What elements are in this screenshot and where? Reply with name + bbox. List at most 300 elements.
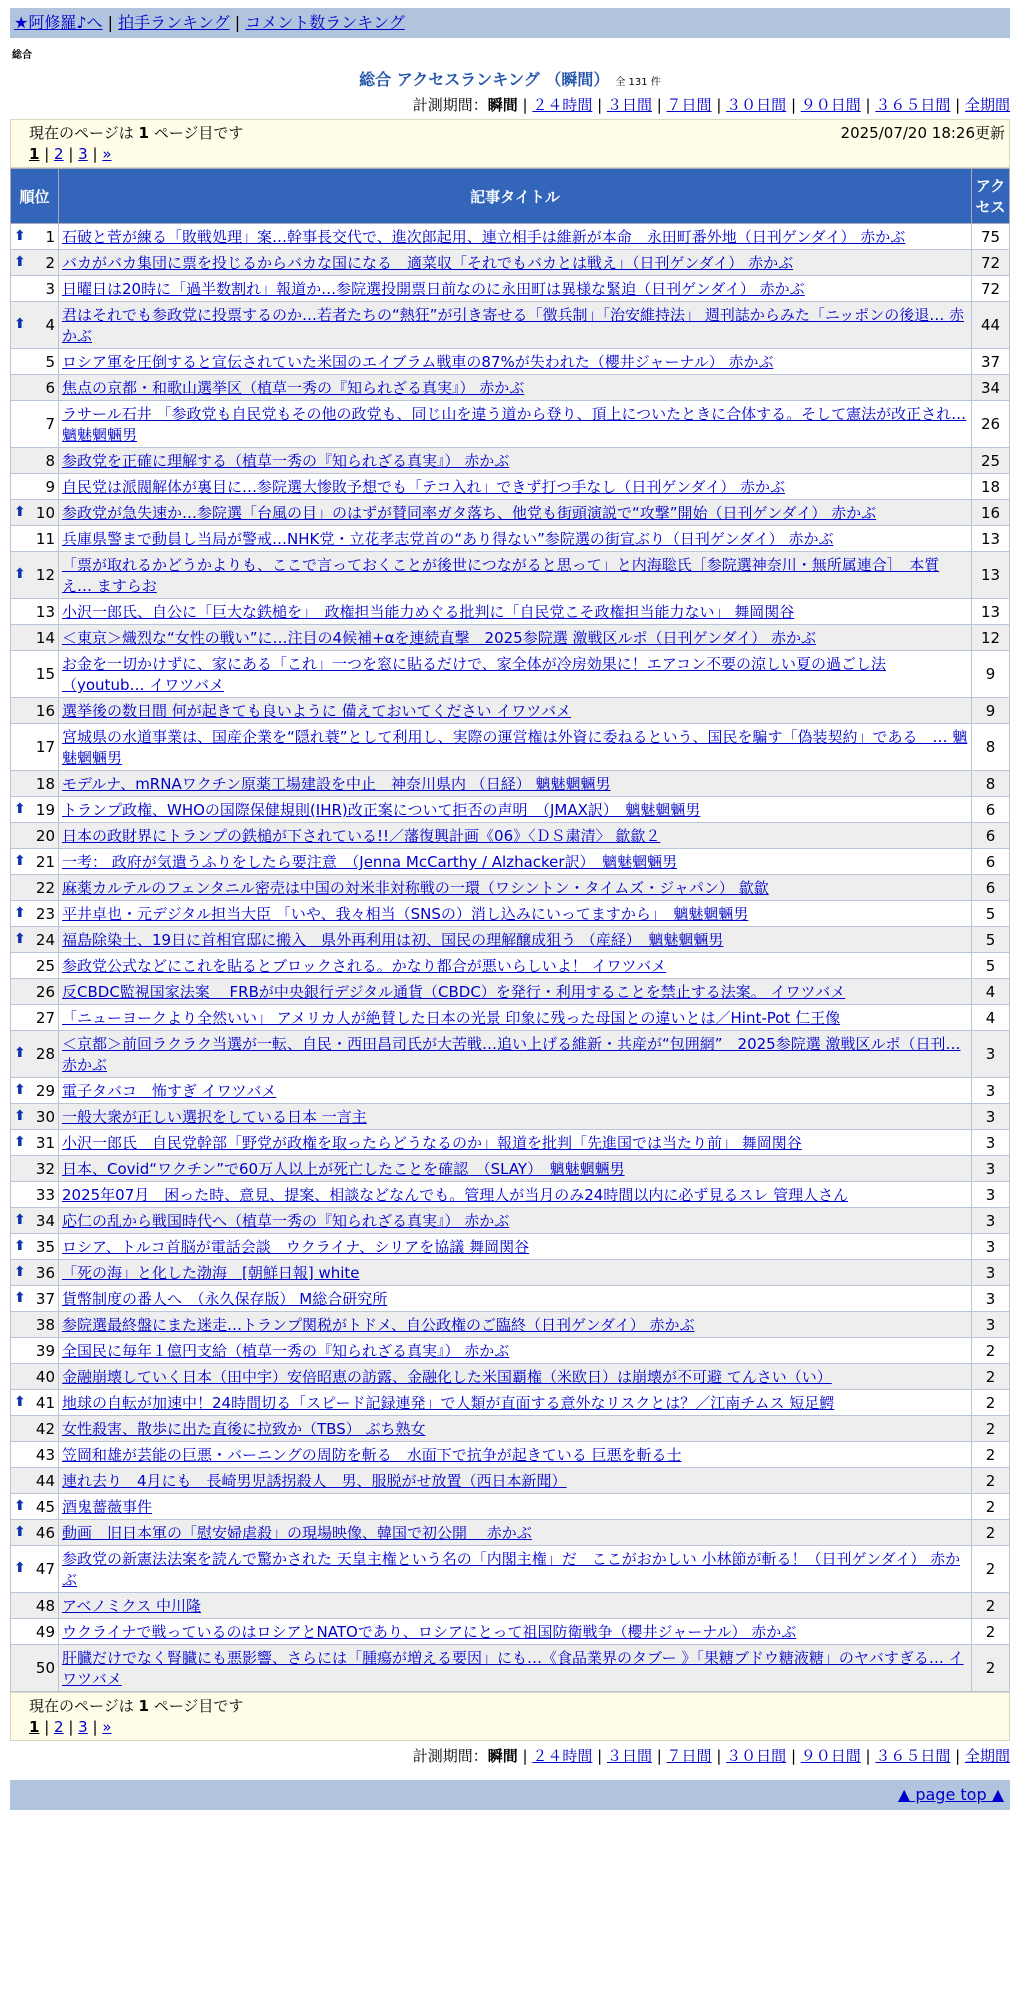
table-row — [11, 1520, 1010, 1546]
access-count: 13 — [972, 552, 1010, 599]
period-link[interactable]: ３６５日間 — [875, 1747, 951, 1765]
table-row — [11, 1286, 1010, 1312]
article-title-link[interactable]: 酒鬼薔薇事件 — [62, 1498, 153, 1516]
title-cell — [59, 1234, 972, 1260]
comment-ranking-link[interactable]: コメント数ランキング — [245, 13, 405, 32]
updated-timestamp: 2025/07/20 18:26更新 — [840, 124, 1005, 142]
title-cell — [59, 474, 972, 500]
period-link[interactable]: ３０日間 — [726, 96, 787, 114]
article-title-link[interactable]: 平井卓也・元デジタル担当大臣 「いや、我々相当（SNSの）消し込みにいってますから」 魑魅魍魎男 — [62, 905, 749, 923]
rank-cell — [11, 349, 59, 375]
article-title-link[interactable]: 電子タバコ 怖すぎ イワツバメ — [62, 1082, 277, 1100]
access-count: 3 — [972, 1156, 1010, 1182]
rank-cell — [11, 771, 59, 797]
table-row — [11, 1416, 1010, 1442]
table-row — [11, 302, 1010, 349]
article-title-link[interactable]: お金を一切かけずに、家にある「これ」一つを窓に貼るだけで、家全体が冷房効果に！エアコン不要の涼しい夏の過ごし法（youtub… イワツバメ — [62, 655, 886, 694]
title-cell — [59, 927, 972, 953]
access-count: 5 — [972, 953, 1010, 979]
title-cell — [59, 1442, 972, 1468]
rank-up-arrow-icon: ⬆ — [14, 930, 26, 947]
article-title-link[interactable]: 一考： 政府が気遣うふりをしたら要注意 （Jenna McCarthy / Alzhacker訳） 魑魅魍魎男 — [62, 853, 678, 871]
title-cell — [59, 1520, 972, 1546]
article-title-link[interactable]: 全国民に毎年１億円支給（植草一秀の『知られざる真実』） 赤かぶ — [62, 1342, 510, 1360]
article-title-link[interactable]: ウクライナで戦っているのはロシアとNATOであり、ロシアにとって祖国防衛戦争（櫻井ジャーナル） 赤かぶ — [62, 1623, 797, 1641]
period-selector-bottom: 計測期間：瞬間 | ２４時間 | ３日間 | ７日間 | ３０日間 | ９０日間 | ３６５日間 | 全期間 — [412, 1747, 1010, 1765]
page-indicator: 現在のページは 1 ページ目です — [29, 1697, 244, 1715]
access-count: 2 — [972, 1468, 1010, 1494]
article-title-link[interactable]: 応仁の乱から戦国時代へ（植草一秀の『知られざる真実』） 赤かぶ — [62, 1212, 510, 1230]
access-count: 2 — [972, 1645, 1010, 1692]
rank-number: 1 — [45, 227, 55, 246]
rank-up-arrow-icon: ⬆ — [14, 1263, 26, 1280]
access-count: 34 — [972, 375, 1010, 401]
access-count: 8 — [972, 771, 1010, 797]
rank-up-arrow-icon: ⬆ — [14, 1393, 26, 1410]
article-title-link[interactable]: バカがバカ集団に票を投じるからバカな国になる 適菜収「それでもバカとは戦え」（日刊ゲンダイ） 赤かぶ — [62, 254, 794, 272]
rank-up-arrow-icon: ⬆ — [14, 503, 26, 520]
table-row — [11, 1546, 1010, 1593]
pager-link[interactable]: 3 — [78, 1718, 88, 1736]
period-link[interactable]: ９０日間 — [800, 96, 861, 114]
table-row — [11, 1130, 1010, 1156]
table-row — [11, 625, 1010, 651]
table-row — [11, 401, 1010, 448]
rank-cell — [11, 1104, 59, 1130]
table-row — [11, 1312, 1010, 1338]
page-top-link[interactable]: ▲ page top ▲ — [897, 1785, 1004, 1804]
rank-number: 10 — [35, 503, 55, 522]
title-cell — [59, 1364, 972, 1390]
page-info-bottom — [10, 1692, 1010, 1741]
table-row — [11, 927, 1010, 953]
access-count: 9 — [972, 651, 1010, 698]
article-title-link[interactable]: 笠岡和雄が芸能の巨悪・バーニングの周防を斬る 水面下で抗争が起きている 巨悪を斬る士 — [62, 1446, 682, 1464]
title-cell — [59, 953, 972, 979]
article-title-link[interactable]: 焦点の京都・和歌山選挙区（植草一秀の『知られざる真実』） 赤かぶ — [62, 379, 525, 397]
title-cell — [59, 823, 972, 849]
rank-number: 3 — [45, 279, 55, 298]
article-title-link[interactable]: 参政党を正確に理解する（植草一秀の『知られざる真実』） 赤かぶ — [62, 452, 510, 470]
article-title-link[interactable]: ロシア軍を圧倒すると宣伝されていた米国のエイブラム戦車の87%が失われた（櫻井ジャーナル） 赤かぶ — [62, 353, 774, 371]
rank-number: 39 — [35, 1341, 55, 1360]
rank-cell — [11, 1130, 59, 1156]
rank-number: 37 — [35, 1289, 55, 1308]
rank-number: 5 — [45, 352, 55, 371]
article-title-link[interactable]: 日曜日は20時に「過半数割れ」報道か…参院選投開票日前なのに永田町は異様な緊迫（日刊ゲンダイ） 赤かぶ — [62, 280, 805, 298]
article-title-link[interactable]: 地球の自転が加速中！24時間切る「スピード記録連発」で人類が直面する意外なリスクとは？／江南チムス 短足鰐 — [62, 1394, 835, 1412]
title-cell — [59, 1593, 972, 1619]
pager-bottom: 1 | 2 | 3 | » — [29, 1718, 112, 1736]
title-cell — [59, 1312, 972, 1338]
article-title-link[interactable]: 君はそれでも参政党に投票するのか…若者たちの“熱狂”が引き寄せる「徴兵制」「治安維持法」 週刊誌からみた「ニッポンの後退… 赤かぶ — [62, 306, 964, 345]
table-row — [11, 797, 1010, 823]
article-title-link[interactable]: 「票が取れるかどうかよりも、ここで言っておくことが後世につながると思って」と内海聡氏［参院選神奈川・無所属連合］ 本質え… ますらお — [62, 556, 940, 595]
rank-number: 20 — [35, 826, 55, 845]
article-title-link[interactable]: 「ニューヨークより全然いい」 アメリカ人が絶賛した日本の光景 印象に残った母国との違いとは／Hint-Pot 仁王像 — [62, 1009, 841, 1027]
access-count: 75 — [972, 224, 1010, 250]
article-title-link[interactable]: 参政党の新憲法法案を読んで驚かされた 天皇主権という名の「内閣主権」だ ここがおかしい 小林節が斬る！（日刊ゲンダイ） 赤かぶ — [62, 1550, 961, 1589]
access-count: 2 — [972, 1416, 1010, 1442]
table-row — [11, 1390, 1010, 1416]
title-cell — [59, 849, 972, 875]
pager-next[interactable]: » — [102, 145, 112, 163]
rank-cell — [11, 500, 59, 526]
table-row — [11, 500, 1010, 526]
table-row — [11, 849, 1010, 875]
rank-cell — [11, 276, 59, 302]
rank-number: 2 — [45, 253, 55, 272]
access-count: 2 — [972, 1442, 1010, 1468]
access-count: 25 — [972, 448, 1010, 474]
access-count: 3 — [972, 1260, 1010, 1286]
table-row — [11, 1338, 1010, 1364]
access-count: 37 — [972, 349, 1010, 375]
page-info-top — [10, 119, 1010, 168]
article-title-link[interactable]: 2025年07月 困った時、意見、提案、相談などなんでも。管理人が当月のみ24時間以内に必ず見るスレ 管理人さん — [62, 1186, 849, 1204]
rank-number: 22 — [35, 878, 55, 897]
col-rank: 順位 — [11, 169, 59, 224]
table-row — [11, 698, 1010, 724]
table-row — [11, 1156, 1010, 1182]
rank-cell — [11, 979, 59, 1005]
article-title-link[interactable]: ＜京都＞前回ラクラク当選が一転、自民・西田昌司氏が大苦戦…追い上げる維新・共産が“包囲網” 2025参院選 激戦区ルポ（日刊… 赤かぶ — [62, 1035, 961, 1074]
rank-number: 15 — [35, 665, 55, 683]
col-access: アクセス — [972, 169, 1010, 224]
rank-cell — [11, 1031, 59, 1078]
rank-cell — [11, 1593, 59, 1619]
access-count: 3 — [972, 1104, 1010, 1130]
rank-up-arrow-icon: ⬆ — [14, 1523, 26, 1540]
rank-up-arrow-icon: ⬆ — [14, 800, 26, 817]
period-link[interactable]: ７日間 — [666, 96, 712, 114]
title-cell — [59, 625, 972, 651]
rank-cell — [11, 1390, 59, 1416]
period-link[interactable]: 全期間 — [964, 1747, 1010, 1765]
article-title-link[interactable]: 自民党は派閥解体が裏目に…参院選大惨敗予想でも「テコ入れ」できず打つ手なし（日刊ゲンダイ） 赤かぶ — [62, 478, 785, 496]
rank-number: 49 — [35, 1622, 55, 1641]
access-count: 2 — [972, 1338, 1010, 1364]
rank-up-arrow-icon: ⬆ — [14, 316, 26, 332]
rank-up-arrow-icon: ⬆ — [14, 227, 26, 244]
article-title-link[interactable]: 動画 旧日本軍の「慰安婦虐殺」の現場映像、韓国で初公開 赤かぶ — [62, 1524, 532, 1542]
page-title — [10, 67, 1010, 90]
ranking-rows — [11, 224, 1010, 1692]
rank-number: 6 — [45, 378, 55, 397]
rank-number: 11 — [35, 529, 55, 548]
title-cell — [59, 599, 972, 625]
article-title-link[interactable]: 「死の海」と化した渤海 [朝鮮日報] white — [62, 1264, 360, 1282]
title-cell — [59, 1208, 972, 1234]
rank-up-arrow-icon: ⬆ — [14, 1560, 26, 1576]
rank-number: 28 — [35, 1045, 55, 1063]
article-title-link[interactable]: 小沢一郎氏、自公に「巨大な鉄槌を」 政権担当能力めぐる批判に「自民党こそ政権担当能力ない」 舞岡関谷 — [62, 603, 795, 621]
rank-number: 17 — [35, 738, 55, 756]
rank-cell — [11, 224, 59, 250]
article-title-link[interactable]: 選挙後の数日間 何が起きても良いように 備えておいてください イワツバメ — [62, 702, 572, 720]
rank-cell — [11, 474, 59, 500]
rank-up-arrow-icon: ⬆ — [14, 566, 26, 582]
table-row — [11, 599, 1010, 625]
rank-number: 30 — [35, 1107, 55, 1126]
rank-up-arrow-icon: ⬆ — [14, 1133, 26, 1150]
rank-cell — [11, 552, 59, 599]
rank-number: 40 — [35, 1367, 55, 1386]
period-link[interactable]: ２４時間 — [532, 1747, 593, 1765]
article-title-link[interactable]: 一般大衆が正しい選択をしている日本 一言主 — [62, 1108, 367, 1126]
title-cell — [59, 797, 972, 823]
title-cell — [59, 302, 972, 349]
pager-top: 1 | 2 | 3 | » — [29, 145, 112, 163]
title-cell — [59, 1156, 972, 1182]
table-row — [11, 823, 1010, 849]
article-title-link[interactable]: 女性殺害、散歩に出た直後に拉致か（TBS） ぶち熟女 — [62, 1420, 426, 1438]
access-count: 2 — [972, 1390, 1010, 1416]
rank-number: 23 — [35, 904, 55, 923]
pager-next[interactable]: » — [102, 1718, 112, 1736]
rank-number: 12 — [35, 566, 55, 584]
title-cell — [59, 224, 972, 250]
table-header — [11, 169, 1010, 224]
title-cell — [59, 1182, 972, 1208]
access-count: 13 — [972, 526, 1010, 552]
rank-number: 45 — [35, 1497, 55, 1516]
period-link[interactable]: ３０日間 — [726, 1747, 787, 1765]
rank-cell — [11, 1468, 59, 1494]
page-indicator: 現在のページは 1 ページ目です — [29, 124, 244, 142]
rank-number: 46 — [35, 1523, 55, 1542]
article-title-link[interactable]: 麻薬カルテルのフェンタニル密売は中国の対米非対称戦の一環（ワシントン・タイムズ・ジャパン） 歙歙 — [62, 879, 769, 897]
article-title-link[interactable]: 連れ去り 4月にも 長崎男児誘拐殺人 男、服脱がせ放置（西日本新聞） — [62, 1472, 567, 1490]
table-row — [11, 875, 1010, 901]
period-link[interactable]: ２４時間 — [532, 96, 593, 114]
title-cell — [59, 1260, 972, 1286]
access-count: 6 — [972, 823, 1010, 849]
rank-cell — [11, 448, 59, 474]
table-row — [11, 1260, 1010, 1286]
rank-cell — [11, 1364, 59, 1390]
table-row — [11, 953, 1010, 979]
table-row — [11, 552, 1010, 599]
rank-up-arrow-icon: ⬆ — [14, 1497, 26, 1514]
rank-cell — [11, 1005, 59, 1031]
rank-number: 50 — [35, 1659, 55, 1677]
article-title-link[interactable]: 肝臓だけでなく腎臓にも悪影響、さらには「腫瘍が増える要因」にも…《食品業界のタブー 》「果糖ブドウ糖液糖」のヤバすぎる… イワツバメ — [62, 1649, 964, 1688]
title-cell — [59, 500, 972, 526]
nav-separator: | — [234, 13, 241, 32]
rank-number: 25 — [35, 956, 55, 975]
rank-cell — [11, 651, 59, 698]
table-row — [11, 1593, 1010, 1619]
table-row — [11, 526, 1010, 552]
rank-cell — [11, 927, 59, 953]
access-count: 12 — [972, 625, 1010, 651]
rank-cell — [11, 250, 59, 276]
rank-cell — [11, 375, 59, 401]
access-count: 44 — [972, 302, 1010, 349]
title-cell — [59, 724, 972, 771]
rank-cell — [11, 901, 59, 927]
period-link[interactable]: ３日間 — [606, 1747, 652, 1765]
article-title-link[interactable]: 反CBDC監視国家法案 FRBが中央銀行デジタル通貨（CBDC）を発行・利用することを禁止する法案。 イワツバメ — [62, 983, 846, 1001]
title-cell — [59, 1619, 972, 1645]
table-row — [11, 1442, 1010, 1468]
access-count: 6 — [972, 875, 1010, 901]
period-label: 計測期間： — [412, 96, 488, 114]
rank-up-arrow-icon: ⬆ — [14, 1107, 26, 1124]
rank-number: 18 — [35, 774, 55, 793]
title-cell — [59, 276, 972, 302]
period-link[interactable]: ３６５日間 — [875, 96, 951, 114]
article-title-link[interactable]: アベノミクス 中川隆 — [62, 1597, 202, 1615]
rank-number: 14 — [35, 628, 55, 647]
title-cell — [59, 1338, 972, 1364]
rank-number: 26 — [35, 982, 55, 1001]
title-cell — [59, 401, 972, 448]
period-link[interactable]: ７日間 — [666, 1747, 712, 1765]
applause-ranking-link[interactable]: 拍手ランキング — [118, 13, 230, 32]
title-cell — [59, 771, 972, 797]
period-current: 瞬間 — [487, 96, 518, 114]
article-title-link[interactable]: 日本、Covid“ワクチン”で60万人以上が死亡したことを確認 （SLAY） 魑魅魍魎男 — [62, 1160, 625, 1178]
access-count: 6 — [972, 797, 1010, 823]
rank-number: 38 — [35, 1315, 55, 1334]
rank-up-arrow-icon: ⬆ — [14, 852, 26, 869]
title-cell — [59, 901, 972, 927]
rank-number: 9 — [45, 477, 55, 496]
top-navigation — [10, 8, 1010, 38]
rank-cell — [11, 1156, 59, 1182]
access-count: 16 — [972, 500, 1010, 526]
access-count: 8 — [972, 724, 1010, 771]
rank-number: 35 — [35, 1237, 55, 1256]
rank-cell — [11, 1312, 59, 1338]
article-title-link[interactable]: 福島除染土、19日に首相官邸に搬入 県外再利用は初、国民の理解醸成狙う （産経） 魑魅魍魎男 — [62, 931, 724, 949]
article-title-link[interactable]: トランプ政権、WHOの国際保健規則(IHR)改正案について拒否の声明 （JMAX訳） 魑魅魍魎男 — [62, 801, 701, 819]
rank-cell — [11, 1520, 59, 1546]
article-title-link[interactable]: 小沢一郎氏 自民党幹部「野党が政権を取ったらどうなるのか」報道を批判「先進国では当たり前」 舞岡関谷 — [62, 1134, 802, 1152]
access-count: 2 — [972, 1593, 1010, 1619]
title-cell — [59, 979, 972, 1005]
rank-number: 42 — [35, 1419, 55, 1438]
ranking-table — [10, 168, 1010, 1692]
title-cell — [59, 375, 972, 401]
table-row — [11, 224, 1010, 250]
access-count: 6 — [972, 849, 1010, 875]
rank-number: 31 — [35, 1133, 55, 1152]
rank-cell — [11, 625, 59, 651]
title-cell — [59, 698, 972, 724]
article-title-link[interactable]: 宮城県の水道事業は、国産企業を“隠れ蓑”として利用し、実際の運営権は外資に委ねるという、国民を騙す「偽装契約」である … 魑魅魍魎男 — [62, 728, 968, 767]
access-count: 3 — [972, 1234, 1010, 1260]
pager-link[interactable]: 3 — [78, 145, 88, 163]
access-count: 5 — [972, 927, 1010, 953]
table-row — [11, 276, 1010, 302]
article-title-link[interactable]: 金融崩壊していく日本（田中宇）安倍昭恵の訪露、金融化した米国覇権（米欧日）は崩壊が不可避 てんさい（い） — [62, 1368, 832, 1386]
article-title-link[interactable]: ラサール石井 「参政党も自民党もその他の政党も、同じ山を違う道から登り、頂上についたときに合体する。そして憲法が改正され… 魑魅魍魎男 — [62, 405, 967, 444]
period-link[interactable]: ９０日間 — [800, 1747, 861, 1765]
rank-up-arrow-icon: ⬆ — [14, 904, 26, 921]
rank-number: 47 — [35, 1560, 55, 1578]
article-title-link[interactable]: 石破と菅が練る「敗戦処理」案…幹事長交代で、進次郎起用、連立相手は維新が本命 永田町番外地（日刊ゲンダイ） 赤かぶ — [62, 228, 906, 246]
article-title-link[interactable]: ロシア、トルコ首脳が電話会談 ウクライナ、シリアを協議 舞岡関谷 — [62, 1238, 530, 1256]
rank-up-arrow-icon: ⬆ — [14, 1081, 26, 1098]
article-title-link[interactable]: 兵庫県警まで動員し当局が警戒…NHK党・立花孝志党首の“あり得ない”参院選の街宣ぶり（日刊ゲンダイ） 赤かぶ — [62, 530, 834, 548]
title-cell — [59, 1468, 972, 1494]
pager-link[interactable]: 2 — [54, 145, 64, 163]
title-cell — [59, 1031, 972, 1078]
article-title-link[interactable]: 参院選最終盤にまた迷走…トランプ関税がトドメ、自公政権のご臨終（日刊ゲンダイ） 赤かぶ — [62, 1316, 695, 1334]
table-row — [11, 724, 1010, 771]
access-count: 2 — [972, 1520, 1010, 1546]
period-label: 計測期間： — [412, 1747, 488, 1765]
nav-separator: | — [107, 13, 114, 32]
access-count: 3 — [972, 1130, 1010, 1156]
rank-cell — [11, 1338, 59, 1364]
title-cell — [59, 651, 972, 698]
rank-cell — [11, 875, 59, 901]
article-title-link[interactable]: ＜東京＞熾烈な“女性の戦い”に…注目の4候補+αを連続直撃 2025参院選 激戦区ルポ（日刊ゲンダイ） 赤かぶ — [62, 629, 817, 647]
rank-cell — [11, 797, 59, 823]
article-title-link[interactable]: モデルナ、mRNAワクチン原薬工場建設を中止 神奈川県内 （日経） 魑魅魍魎男 — [62, 775, 611, 793]
access-count: 2 — [972, 1619, 1010, 1645]
rank-number: 41 — [35, 1393, 55, 1412]
period-link[interactable]: ３日間 — [606, 96, 652, 114]
article-title-link[interactable]: 参政党が急失速か…参院選「台風の目」のはずが賛同率ガタ落ち、他党も街頭演説で“攻撃”開始（日刊ゲンダイ） 赤かぶ — [62, 504, 877, 522]
title-cell — [59, 1645, 972, 1692]
table-row — [11, 1208, 1010, 1234]
rank-up-arrow-icon: ⬆ — [14, 253, 26, 270]
table-row — [11, 1005, 1010, 1031]
rank-number: 43 — [35, 1445, 55, 1464]
rank-cell — [11, 1286, 59, 1312]
access-count: 3 — [972, 1031, 1010, 1078]
pager-link[interactable]: 2 — [54, 1718, 64, 1736]
col-title: 記事タイトル — [59, 169, 972, 224]
table-row — [11, 1078, 1010, 1104]
rank-cell — [11, 1442, 59, 1468]
table-row — [11, 1468, 1010, 1494]
table-row — [11, 901, 1010, 927]
rank-number: 36 — [35, 1263, 55, 1282]
rank-up-arrow-icon: ⬆ — [14, 1289, 26, 1306]
rank-cell — [11, 849, 59, 875]
pager-current: 1 — [29, 145, 40, 163]
rank-up-arrow-icon: ⬆ — [14, 1237, 26, 1254]
title-cell — [59, 1390, 972, 1416]
article-title-link[interactable]: 日本の政財界にトランプの鉄槌が下されている!!／藩復興計画《06》〈ＤＳ粛清〉 歙歙２ — [62, 827, 661, 845]
rank-cell — [11, 599, 59, 625]
rank-up-arrow-icon: ⬆ — [14, 1211, 26, 1228]
rank-cell — [11, 401, 59, 448]
home-link[interactable]: ★阿修羅♪へ — [14, 13, 103, 32]
rank-up-arrow-icon: ⬆ — [14, 1045, 26, 1061]
article-title-link[interactable]: 参政党公式などにこれを貼るとブロックされる。かなり都合が悪いらしいよ！ イワツバメ — [62, 957, 667, 975]
access-count: 18 — [972, 474, 1010, 500]
category-tag: 総合 — [12, 50, 32, 61]
article-title-link[interactable]: 貨幣制度の番人へ （永久保存版） M総合研究所 — [62, 1290, 388, 1308]
access-count: 3 — [972, 1312, 1010, 1338]
rank-number: 48 — [35, 1596, 55, 1615]
rank-number: 44 — [35, 1471, 55, 1490]
rank-cell — [11, 1208, 59, 1234]
access-count: 2 — [972, 1494, 1010, 1520]
rank-cell — [11, 1494, 59, 1520]
title-cell — [59, 1286, 972, 1312]
title-cell — [59, 448, 972, 474]
title-cell — [59, 1546, 972, 1593]
period-link[interactable]: 全期間 — [964, 96, 1010, 114]
